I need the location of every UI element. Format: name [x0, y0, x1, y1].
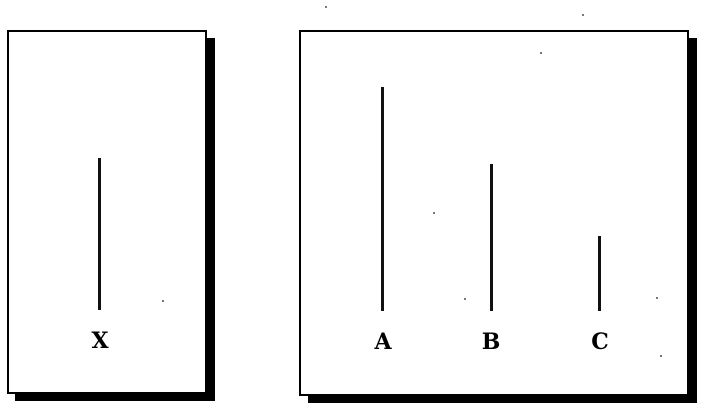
line-a — [381, 87, 384, 311]
line-x — [98, 158, 101, 310]
scan-speck — [325, 6, 327, 8]
scan-speck — [582, 14, 584, 16]
scan-speck — [656, 297, 658, 299]
scan-speck — [540, 52, 542, 54]
reference-card — [7, 30, 207, 394]
scan-speck — [162, 300, 164, 302]
label-b: B — [481, 329, 501, 355]
line-b — [490, 164, 493, 311]
line-c — [598, 236, 601, 311]
label-c: C — [591, 329, 609, 355]
label-a: A — [374, 329, 392, 355]
label-x: X — [91, 328, 109, 354]
scan-speck — [433, 212, 435, 214]
scan-speck — [660, 355, 662, 357]
comparison-card — [299, 30, 689, 396]
scan-speck — [464, 298, 466, 300]
